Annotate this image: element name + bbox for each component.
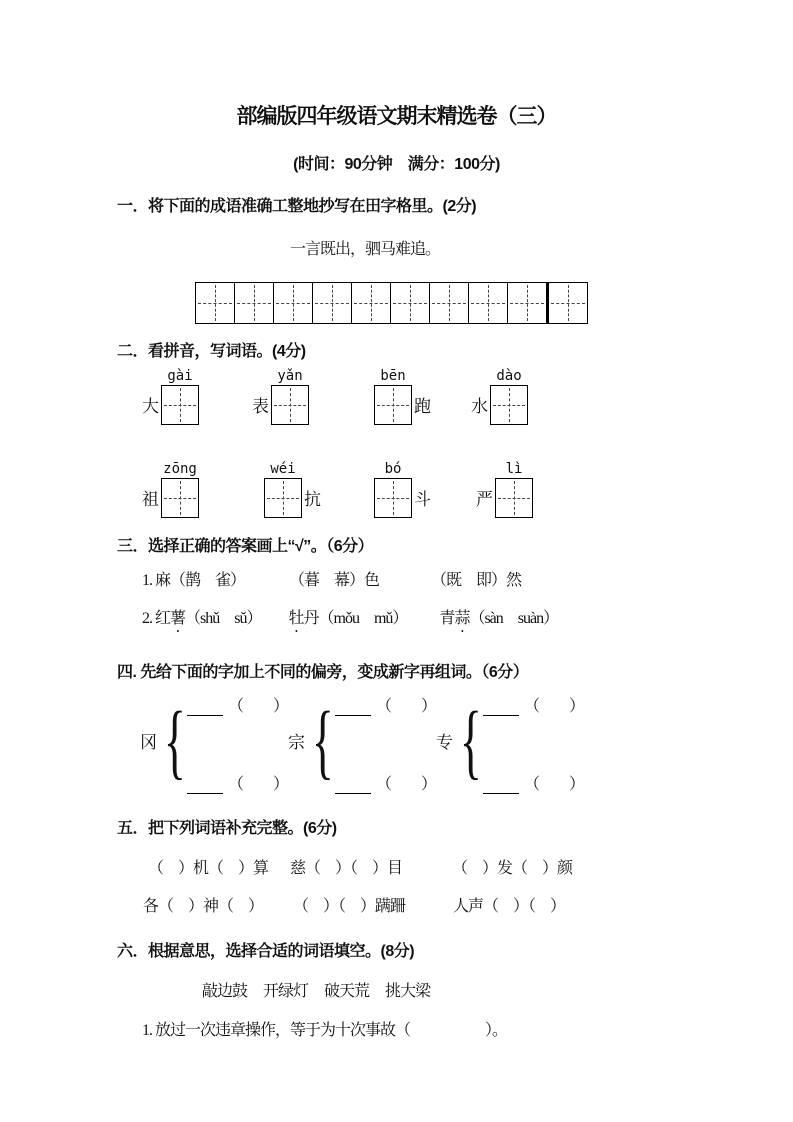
answer-box[interactable] [161,385,199,425]
new-character-blank[interactable] [187,701,223,716]
given-character: 抗 [304,489,321,509]
choice-text: 青 [439,609,455,627]
radical-group [140,691,288,794]
word-bank-item: 挑大梁 [385,983,431,1001]
q4-heading: 四. 先给下面的字加上不同的偏旁，变成新字再组词。（6分） [117,663,529,681]
pinyin-write-item [252,367,311,425]
idiom-blank[interactable]: （ ）（ ）蹒跚 [293,898,406,916]
answer-box[interactable] [374,385,412,425]
word-parens[interactable]: （ ） [228,775,289,793]
answer-line [187,771,288,794]
choice-group[interactable] [289,609,408,636]
new-character-blank[interactable] [335,701,371,716]
q6-word-bank [202,982,793,1003]
word-parens[interactable]: （ ） [376,697,437,715]
q2-heading: 二．看拼音，写词语。(4分) [117,342,306,360]
answer-box[interactable] [161,478,199,518]
answer-box[interactable] [495,478,533,518]
new-character-blank[interactable] [483,779,519,794]
pinyin-label: yǎn [277,367,303,384]
base-character: 冈 [140,732,157,752]
word-bank-item: 敲边鼓 [202,983,248,1001]
tianzige-cell[interactable] [195,282,235,324]
brace-glyph: { [459,695,482,789]
q1-heading: 一．将下面的成语准确工整地抄写在田字格里。(2分) [117,198,477,215]
choice-group[interactable] [439,609,558,636]
answer-box[interactable] [374,478,412,518]
q3-item-2 [142,609,793,636]
answer-line [335,693,436,716]
pinyin-label: lì [505,460,523,477]
given-character: 祖 [142,489,159,509]
choice-group[interactable]: （暮 幕）色 [289,571,380,589]
tianzige-cell[interactable] [274,282,313,324]
given-character: 水 [471,396,488,416]
choice-group[interactable]: （既 即）然 [431,571,522,589]
given-character: 表 [252,396,269,416]
pinyin-label: gài [167,367,193,384]
pinyin-label: bēn [380,367,406,384]
tianzige-cell[interactable] [235,282,274,324]
exam-time-score-line: (时间：90分钟 满分：100分) [293,156,500,173]
choice-text: 2. 红 [142,609,171,627]
pinyin-write-item [476,460,535,518]
tianzige-cell[interactable] [430,282,469,324]
new-character-blank[interactable] [187,779,223,794]
q2-row-2 [142,460,793,518]
tianzige-cell[interactable] [313,282,352,324]
base-character: 专 [436,732,454,752]
pinyin-write-item [262,460,321,518]
new-character-blank[interactable] [335,779,371,794]
q6-item-1[interactable]: 1. 放过一次违章操作，等于为十次事故（ ）。 [142,1021,508,1039]
pinyin-write-item [142,367,201,425]
emphasized-character: 蒜 [454,609,470,627]
choice-text: （shǔ sǔ） [185,609,262,627]
brace-glyph: { [163,695,186,789]
given-character: 跑 [414,396,431,416]
tianzige-cell[interactable] [391,282,430,324]
emphasized-character: 牡 [288,609,304,627]
radical-group [288,691,436,794]
q6-heading: 六．根据意思，选择合适的词语填空。(8分) [117,943,415,961]
idiom-blank[interactable]: 人声（ ）（ ） [453,898,566,916]
base-character: 宗 [288,732,306,752]
q1-idiom-to-copy: 一言既出，驷马难追。 [290,241,441,258]
pinyin-label: bó [384,460,402,477]
tianzige-cell[interactable] [508,282,547,324]
new-character-blank[interactable] [483,701,519,716]
word-bank-item: 破天荒 [324,983,370,1001]
brace-glyph: { [311,695,334,789]
q2-row-1 [142,367,793,425]
answer-box[interactable] [490,385,528,425]
page-title: 部编版四年级语文期末精选卷（三） [236,105,557,128]
q3-item-1 [142,571,793,592]
tianzige-cell[interactable] [352,282,391,324]
q5-row-1 [148,859,793,880]
pinyin-write-item [372,367,431,425]
choice-group[interactable]: 1. 麻（鹊 雀） [142,571,246,589]
emphasized-character: 薯 [170,609,186,627]
q3-heading: 三．选择正确的答案画上“√”。（6分） [117,537,374,555]
q5-row-2 [143,897,793,918]
word-bank-item: 开绿灯 [263,983,309,1001]
answer-box[interactable] [271,385,309,425]
tianzige-cell[interactable] [547,282,588,324]
answer-line [187,693,288,716]
choice-text: 丹（mǒu mǔ） [303,609,408,627]
idiom-blank[interactable]: （ ）机（ ）算 [148,859,269,877]
given-character: 大 [142,396,159,416]
pinyin-write-item [372,460,431,518]
q4-groups [140,691,793,794]
answer-box[interactable] [264,478,302,518]
pinyin-write-item [142,460,201,518]
answer-line [335,771,436,794]
word-parens[interactable]: （ ） [524,775,585,793]
answer-line [483,771,584,794]
choice-text: （sàn suàn） [469,609,559,627]
q1-tianzige-grid [195,282,793,324]
choice-group[interactable] [142,609,262,636]
idiom-blank[interactable]: 慈（ ）（ ）目 [290,859,403,877]
word-parens[interactable]: （ ） [228,697,289,715]
pinyin-label: wéi [270,460,296,477]
tianzige-cell[interactable] [469,282,508,324]
pinyin-write-item [471,367,530,425]
idiom-blank[interactable]: （ ）发（ ）颜 [452,859,573,877]
pinyin-label: dào [496,367,522,384]
answer-line [483,693,584,716]
idiom-blank[interactable]: 各（ ）神（ ） [143,898,264,916]
q5-heading: 五．把下列词语补充完整。(6分) [117,819,337,837]
pinyin-label: zōng [163,460,197,477]
word-parens[interactable]: （ ） [524,697,585,715]
word-parens[interactable]: （ ） [376,775,437,793]
given-character: 严 [476,489,493,509]
radical-group [436,691,584,794]
given-character: 斗 [414,489,431,509]
